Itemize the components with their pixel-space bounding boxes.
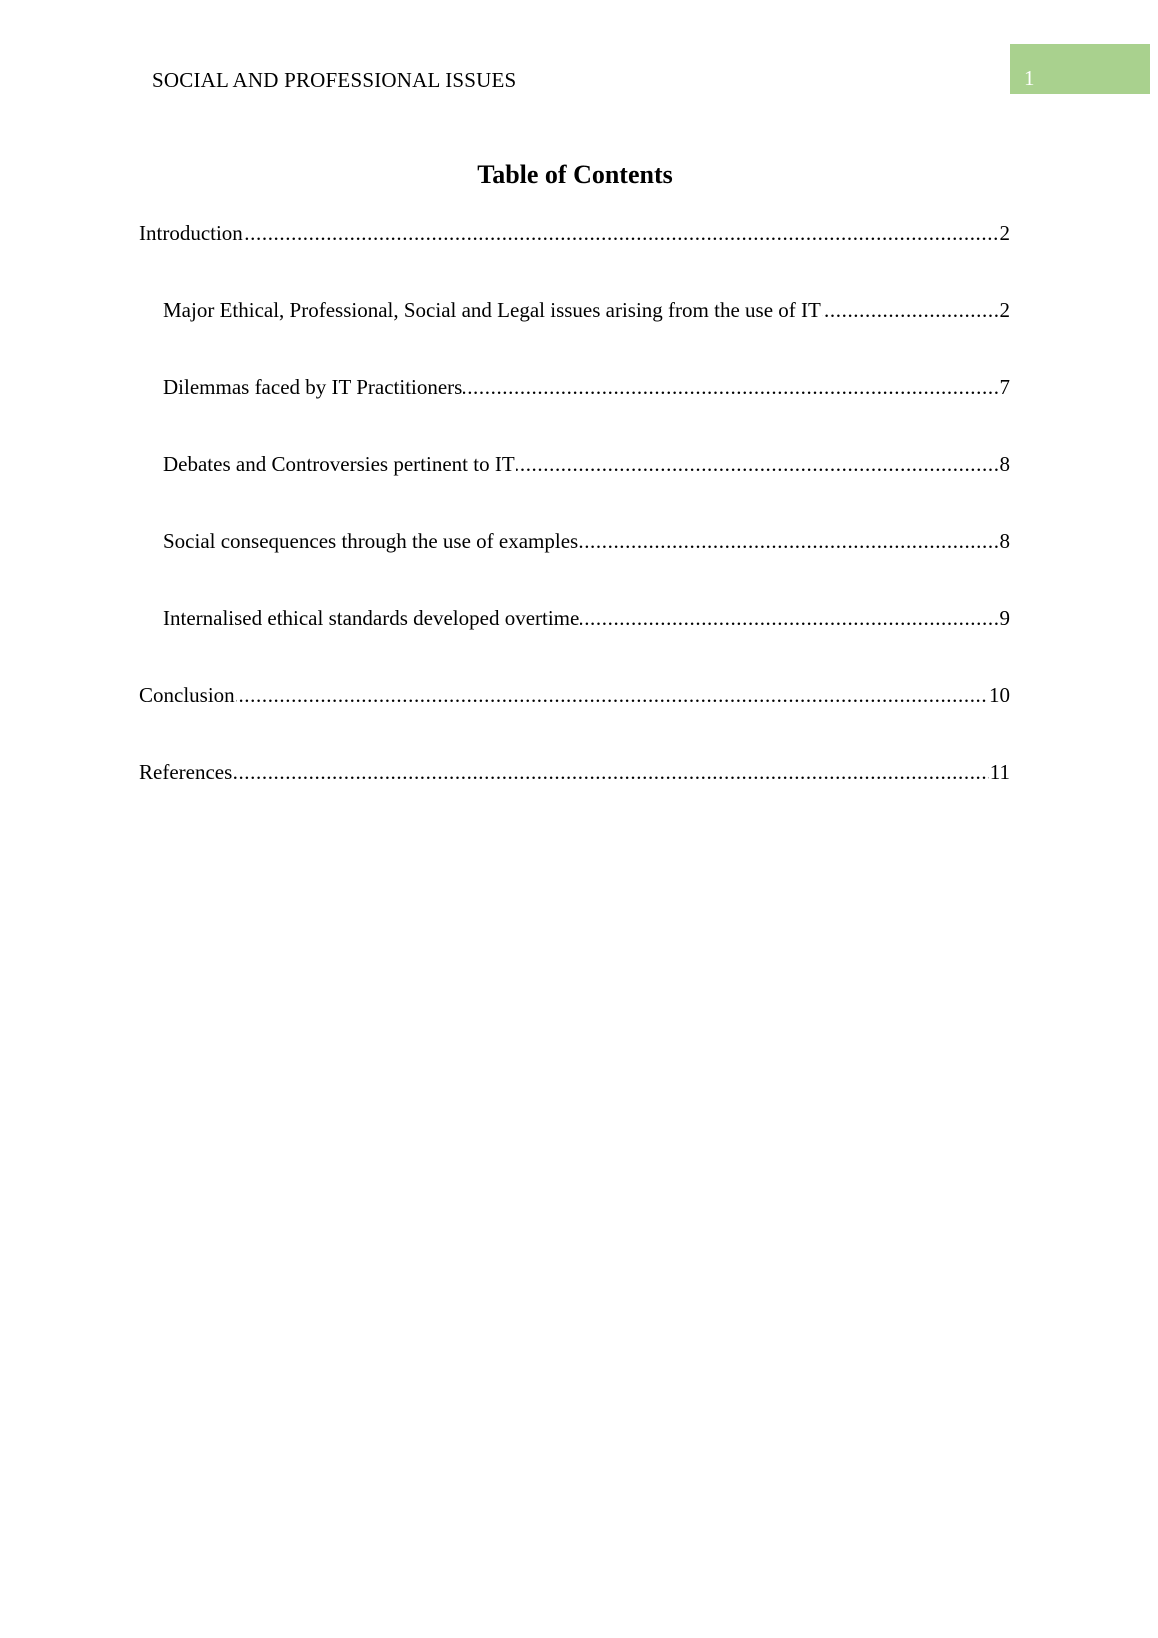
toc-entry-label: Dilemmas faced by IT Practitioners [163, 366, 463, 408]
page-number: 1 [1024, 66, 1035, 90]
toc-entry-social-consequences[interactable] [163, 520, 1010, 597]
toc-entry-page: 9 [999, 597, 1011, 639]
toc-entry-label: Introduction [139, 212, 244, 254]
toc-leader-dots [139, 751, 1010, 793]
toc-entry-ethical-standards[interactable] [163, 597, 1010, 674]
toc-entry-page: 7 [999, 366, 1011, 408]
toc-entry-label: Debates and Controversies pertinent to IT [163, 443, 516, 485]
toc-leader-dots [139, 212, 1010, 254]
toc-list [139, 212, 1010, 828]
toc-entry-references[interactable] [139, 751, 1010, 828]
toc-entry-page: 10 [988, 674, 1010, 716]
toc-entry-introduction[interactable] [139, 212, 1010, 289]
toc-title: Table of Contents [477, 160, 673, 189]
toc-entry-debates[interactable] [163, 443, 1010, 520]
toc-leader-dots [139, 674, 1010, 716]
toc-entry-page: 2 [999, 289, 1011, 331]
toc-entry-label: Major Ethical, Professional, Social and Legal issues arising from the use of IT [163, 289, 822, 331]
toc-entry-page: 11 [989, 751, 1010, 793]
toc-entry-conclusion[interactable] [139, 674, 1010, 751]
page-number-box [1010, 44, 1150, 94]
toc-entry-label: Conclusion [139, 674, 236, 716]
toc-entry-page: 8 [999, 520, 1011, 562]
toc-entry-major-issues[interactable] [163, 289, 1010, 366]
toc-entry-page: 8 [999, 443, 1011, 485]
toc-entry-label: References [139, 751, 233, 793]
running-head: SOCIAL AND PROFESSIONAL ISSUES [152, 68, 517, 92]
toc-entry-label: Internalised ethical standards developed overtime [163, 597, 580, 639]
toc-entry-dilemmas[interactable] [163, 366, 1010, 443]
toc-entry-page: 2 [999, 212, 1011, 254]
toc-entry-label: Social consequences through the use of examples [163, 520, 579, 562]
